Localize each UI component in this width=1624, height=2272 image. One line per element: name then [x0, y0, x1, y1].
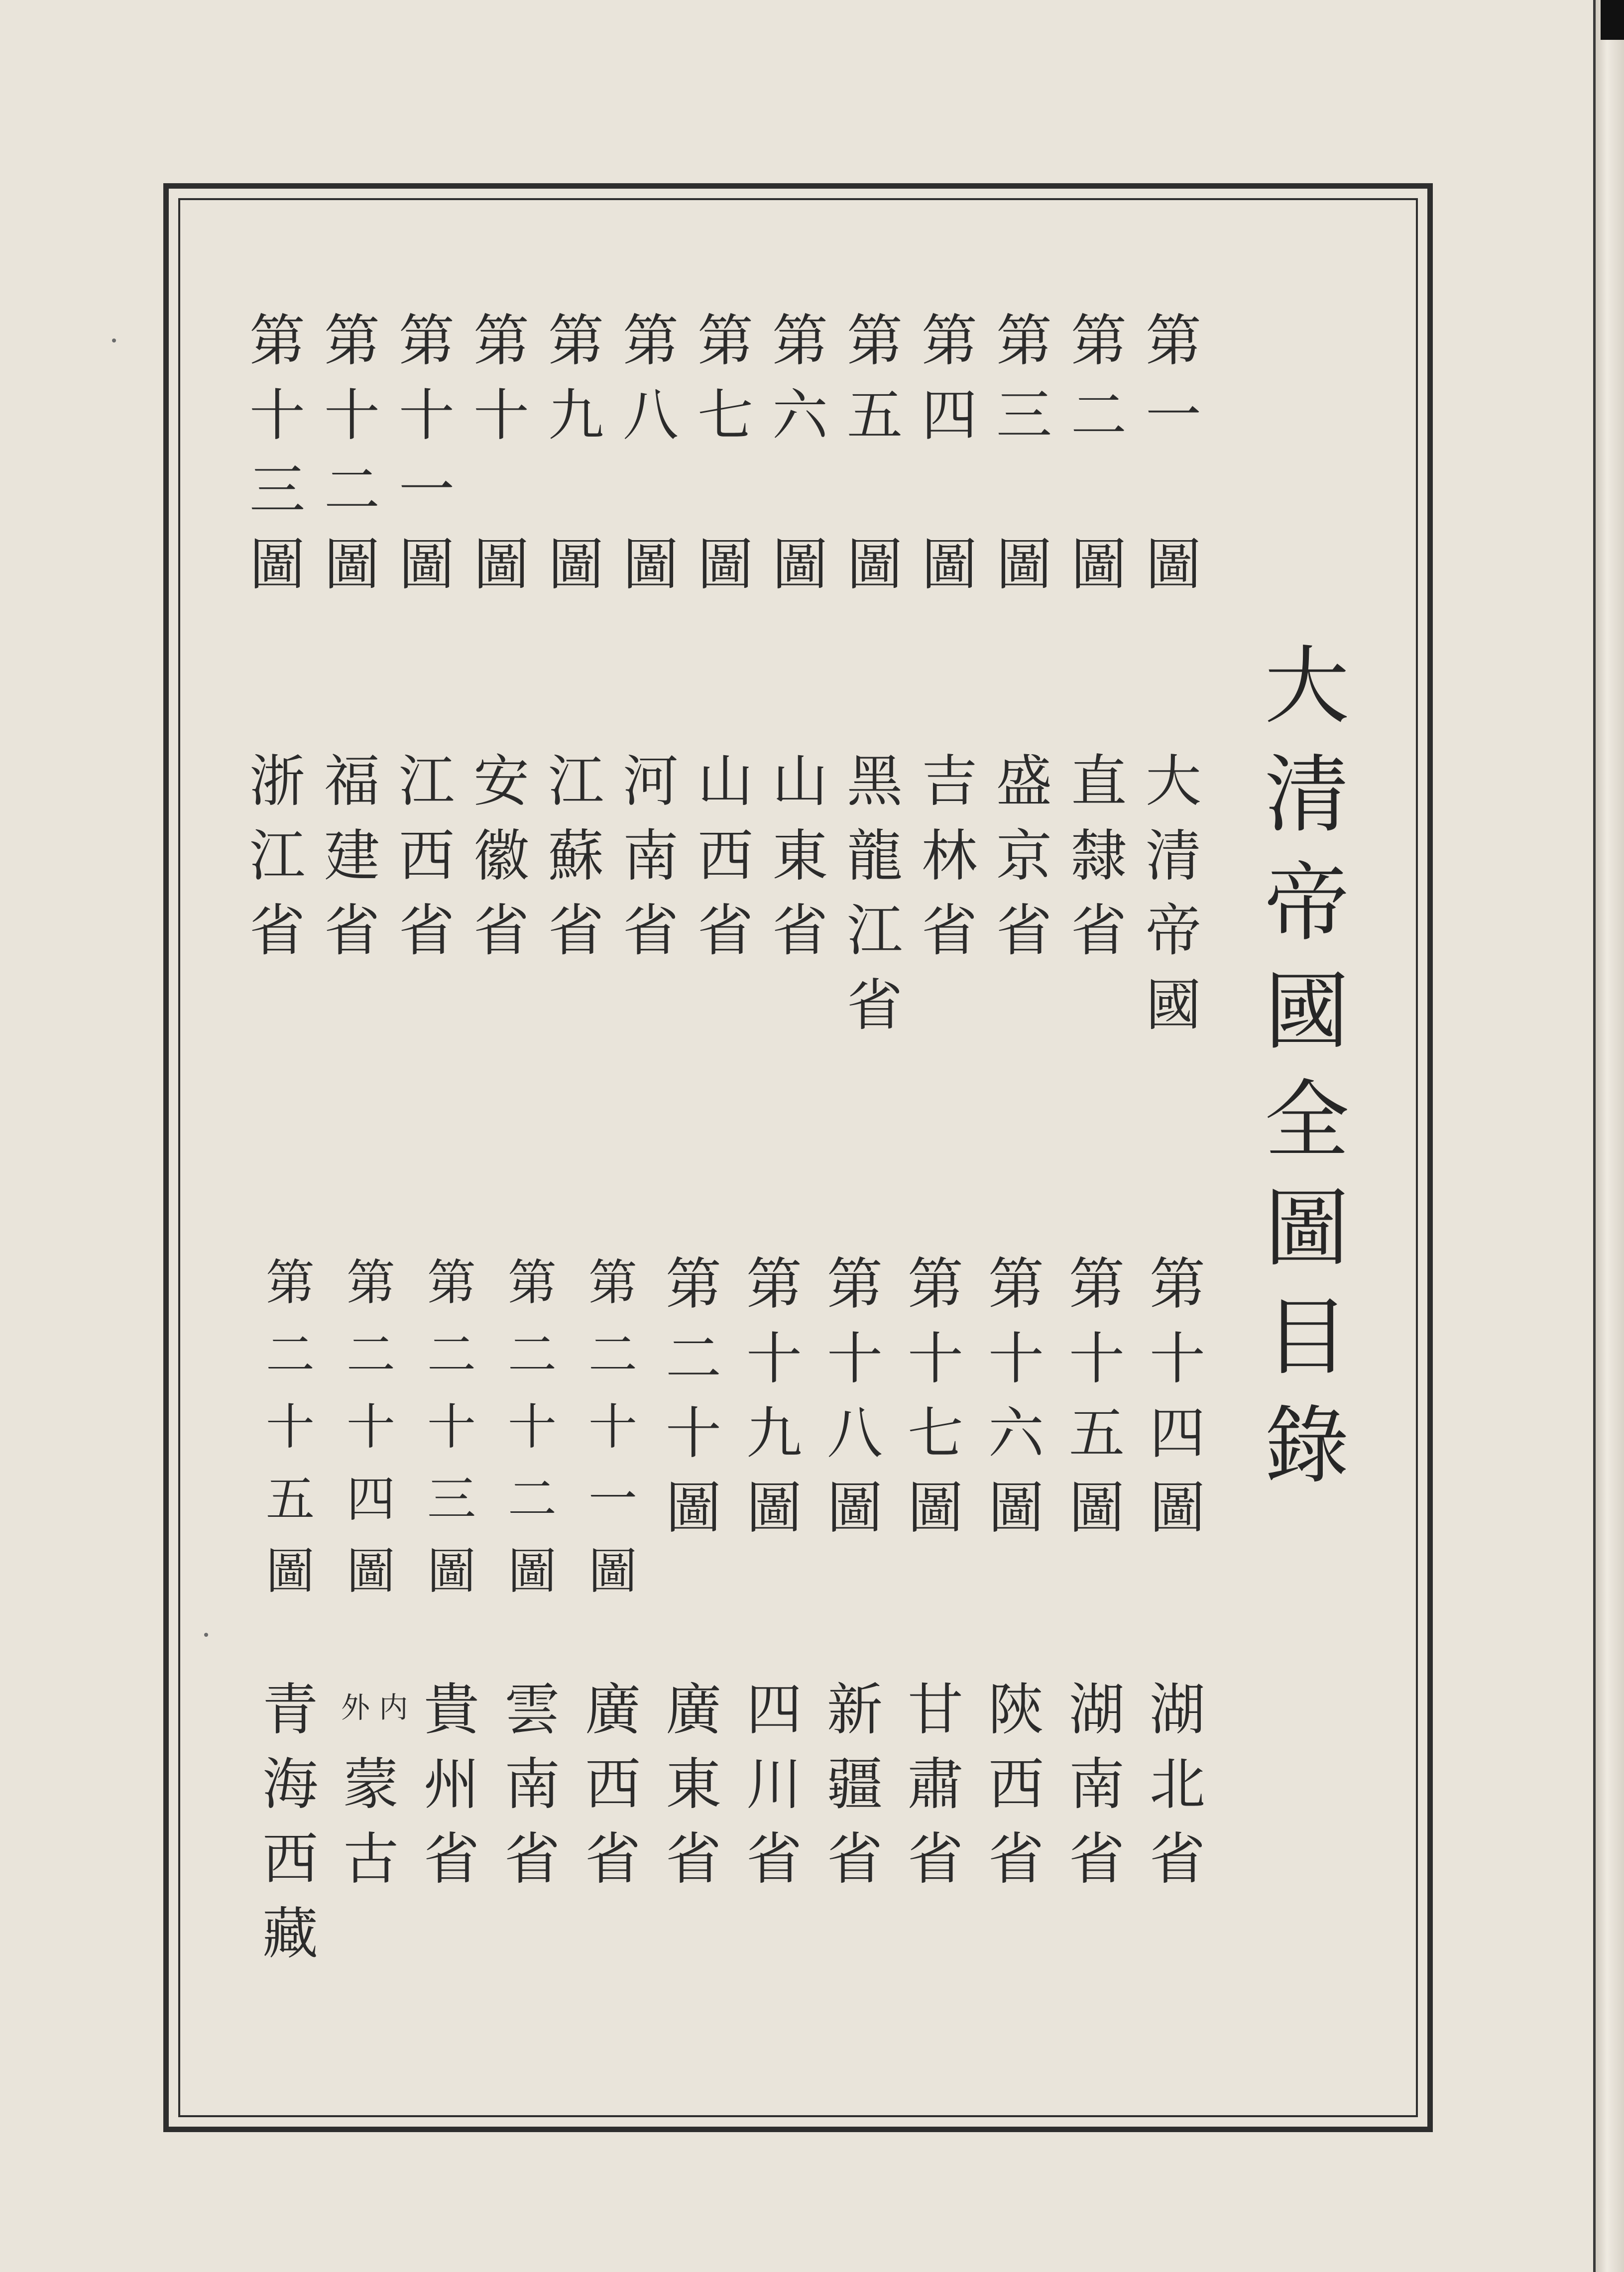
map-region: 江 西 省 [399, 749, 455, 963]
map-region: 湖 北 省 [1150, 1678, 1205, 1892]
binding-corner-mark [1601, 0, 1624, 40]
map-region: 山 西 省 [697, 749, 753, 963]
map-number: 第 四 圖 [922, 309, 977, 597]
map-number: 第 二 十 五 圖 [265, 1254, 315, 1600]
map-region: 陝 西 省 [988, 1678, 1044, 1892]
map-region: 湖 南 省 [1069, 1678, 1125, 1892]
map-region: 甘 肅 省 [908, 1678, 963, 1892]
map-region: 廣 東 省 [666, 1678, 721, 1892]
map-number: 第 二 十 四 圖 [346, 1254, 395, 1600]
page-title: 大 清 帝 國 全 圖 目 錄 [1264, 637, 1349, 1495]
map-region: 吉 林 省 [922, 749, 977, 963]
map-region: 廣 西 省 [585, 1678, 641, 1892]
map-number: 第 二 十 一 圖 [588, 1254, 637, 1600]
map-region: 蒙 古 [343, 1752, 399, 1892]
specks [112, 339, 116, 342]
map-number: 第 十 一 圖 [399, 309, 455, 597]
map-region: 盛 京 省 [996, 749, 1052, 963]
map-number: 第 二 十 圖 [666, 1252, 721, 1541]
map-region: 貴 州 省 [424, 1678, 479, 1892]
map-region: 大 清 帝 國 [1146, 749, 1201, 1038]
map-number: 第 五 圖 [847, 309, 903, 597]
map-number: 第 十 二 圖 [324, 309, 380, 597]
next-page-edge [1596, 0, 1624, 2272]
map-number: 第 九 圖 [548, 309, 604, 597]
map-number: 第 十 圖 [473, 309, 529, 597]
map-region: 山 東 省 [772, 749, 828, 963]
specks [204, 1633, 208, 1637]
map-region: 河 南 省 [623, 749, 679, 963]
map-region: 青 海 西 藏 [262, 1678, 318, 1966]
map-number: 第 七 圖 [697, 309, 753, 597]
map-number: 第 六 圖 [772, 309, 828, 597]
map-number: 第 一 圖 [1146, 309, 1201, 597]
map-region: 雲 南 省 [504, 1678, 560, 1892]
map-region: 浙 江 省 [249, 749, 305, 963]
map-number: 第 十 七 圖 [908, 1252, 963, 1541]
map-number: 第 十 九 圖 [746, 1252, 802, 1541]
map-number: 第 十 六 圖 [988, 1252, 1044, 1541]
map-number: 第 十 八 圖 [827, 1252, 883, 1541]
map-number: 第 二 十 二 圖 [507, 1254, 557, 1600]
map-region: 福 建 省 [324, 749, 380, 963]
map-number: 第 二 十 三 圖 [427, 1254, 476, 1600]
map-number: 第 二 圖 [1071, 309, 1127, 597]
map-region: 黑 龍 江 省 [847, 749, 903, 1038]
region-annotation: 外 内 [341, 1691, 408, 1724]
map-region: 新 疆 省 [827, 1678, 883, 1892]
map-number: 第 十 三 圖 [249, 309, 305, 597]
map-region: 直 隸 省 [1071, 749, 1127, 963]
map-region: 江 蘇 省 [548, 749, 604, 963]
map-number: 第 八 圖 [623, 309, 679, 597]
map-number: 第 十 五 圖 [1069, 1252, 1125, 1541]
map-number: 第 十 四 圖 [1150, 1252, 1205, 1541]
map-region: 四 川 省 [746, 1678, 802, 1892]
map-region: 安 徽 省 [473, 749, 529, 963]
map-number: 第 三 圖 [996, 309, 1052, 597]
